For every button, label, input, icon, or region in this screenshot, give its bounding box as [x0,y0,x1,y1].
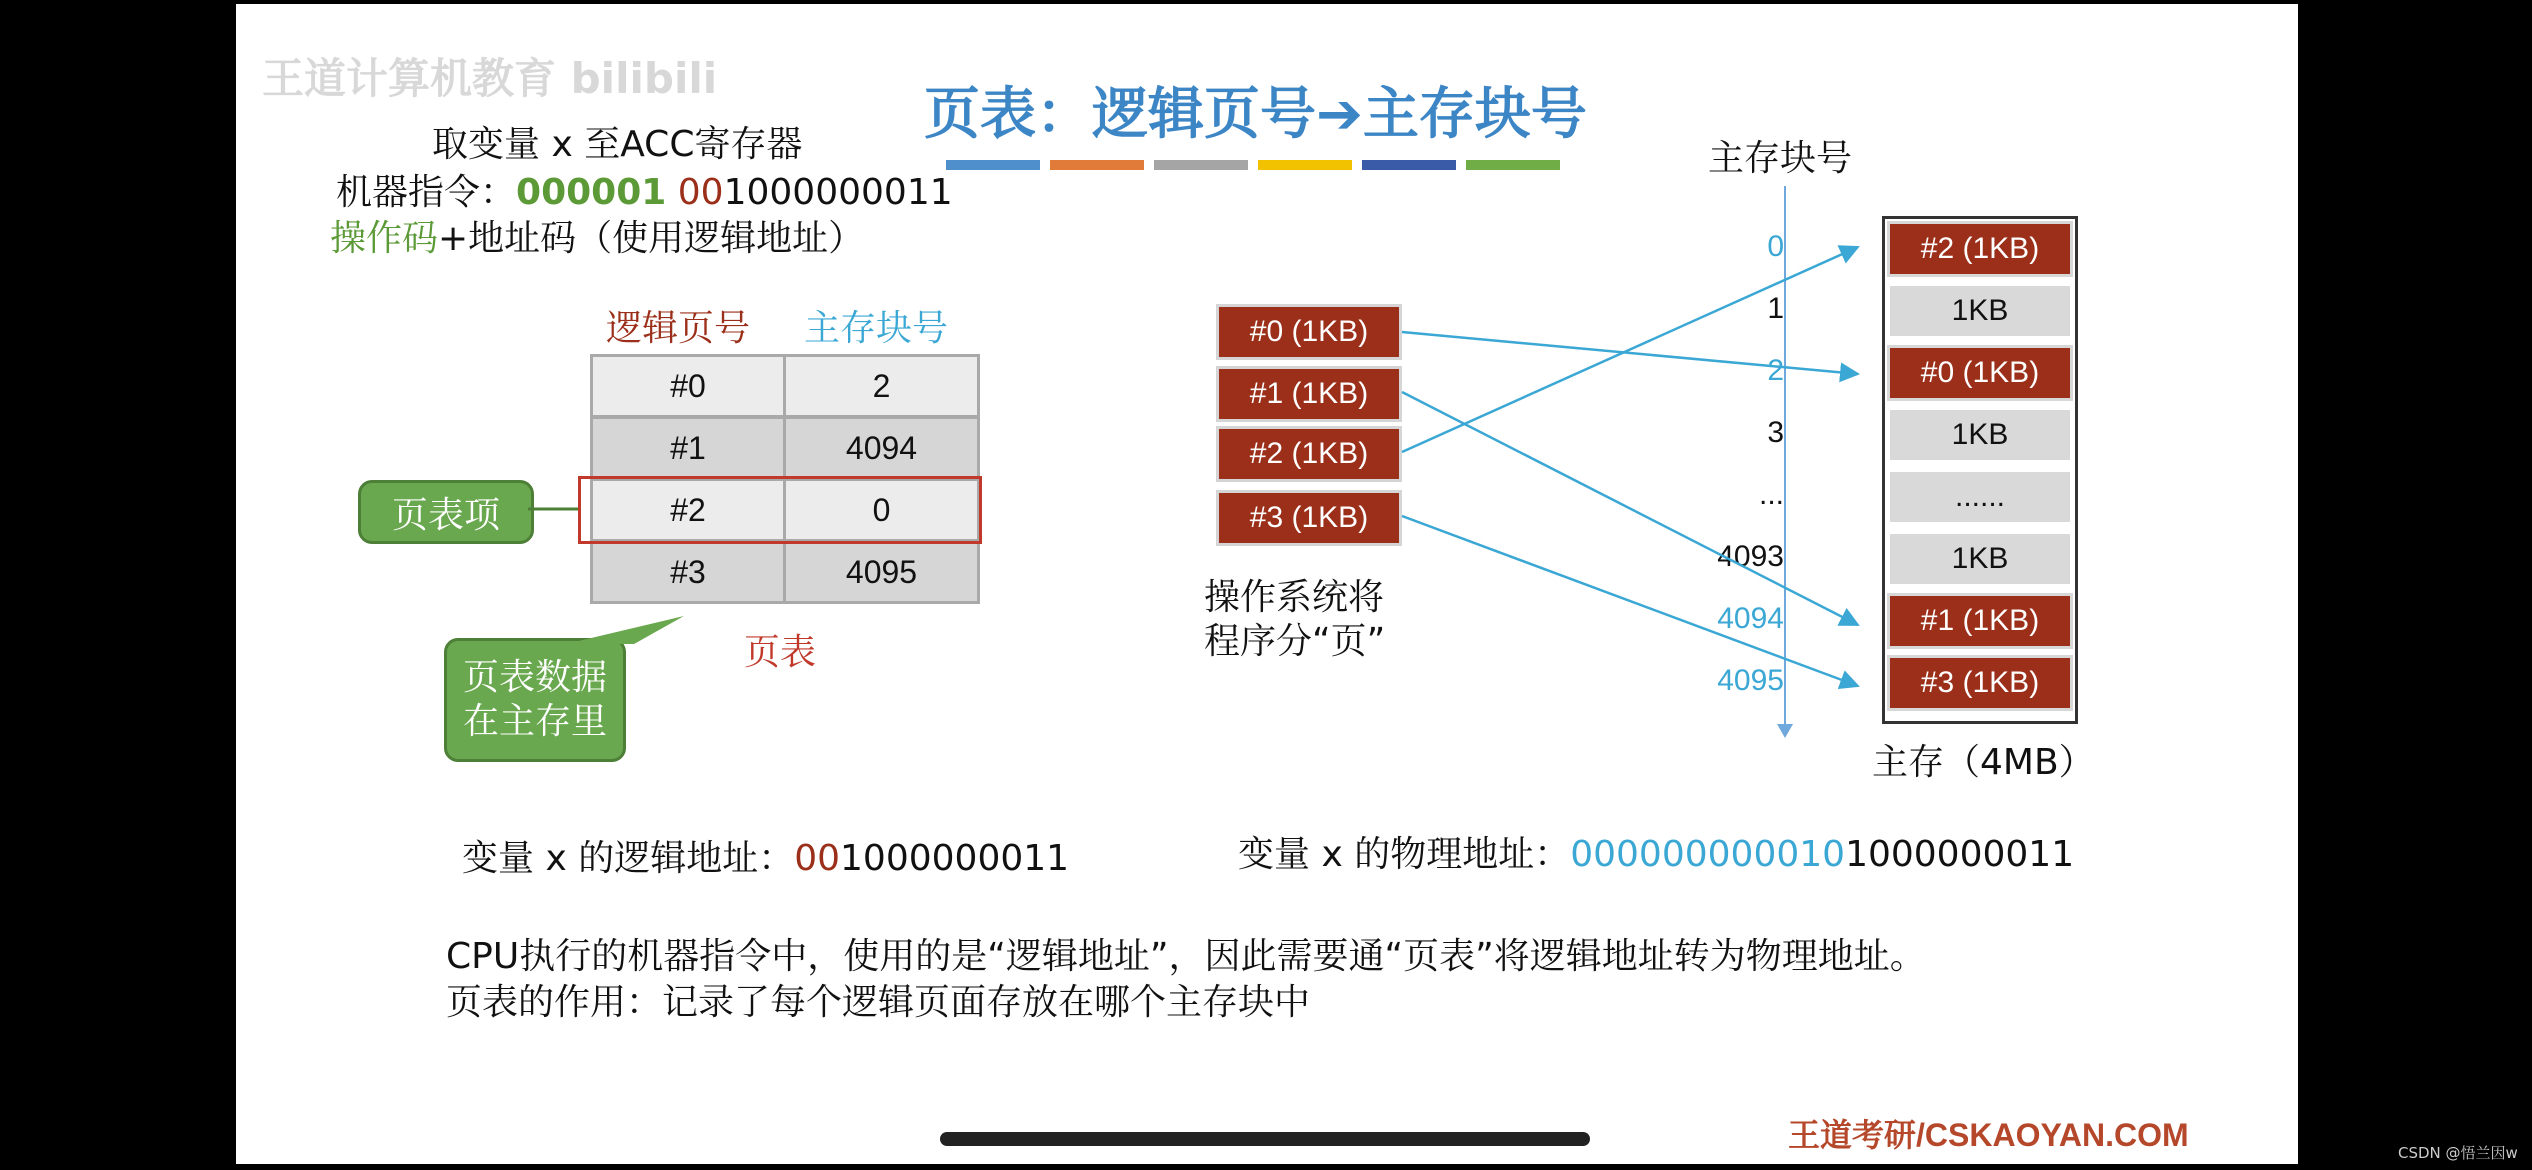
memory-block-number: 0 [1767,230,1784,263]
offset-bits: 1000000011 [723,172,953,213]
memory-block: #1 (1KB) [1887,593,2073,649]
csdn-credit: CSDN @悟兰因w [2398,1144,2518,1162]
memory-block: 1KB [1887,407,2073,463]
program-page: #3 (1KB) [1216,490,1402,546]
memory-block: #0 (1KB) [1887,345,2073,401]
memory-block-number: 1 [1767,292,1784,325]
memory-block-number: 4094 [1717,602,1784,635]
memory-block-number: 4093 [1717,540,1784,573]
page-table-page-cell: #3 [590,540,786,604]
memory-block-number: ... [1758,478,1784,511]
memory-block-number: 4095 [1717,664,1784,697]
footer-logo: 王道考研/CSKAOYAN.COM [1788,1117,2189,1153]
physical-block-bits: 000000000010 [1570,834,1846,875]
page-table-block-cell: 4095 [783,540,980,604]
machine-instruction-prefix: 机器指令： [336,172,517,213]
instruction-heading: 取变量 x 至ACC寄存器 [432,124,803,165]
page-table-page-cell: #2 [590,478,786,542]
page-table-block-cell: 0 [783,478,980,542]
os-note: 操作系统将 程序分“页” [1204,577,1386,662]
arrow-page1-to-block4094 [1402,392,1858,625]
page-table-page-cell: #1 [590,416,786,480]
arrow-page0-to-block2 [1402,332,1858,374]
opcode-bits: 000001 [516,172,667,213]
summary-line-2: 页表的作用：记录了每个逻辑页面存放在哪个主存块中 [446,982,1311,1023]
summary-line-1: CPU执行的机器指令中，使用的是“逻辑地址”，因此需要通“页表”将逻辑地址转为物理地址。 [446,936,1926,977]
memory-caption: 主存（4MB） [1872,742,2095,783]
opcode-label: 操作码 [330,218,439,259]
page-table-in-memory-callout: 页表数据 在主存里 [444,638,626,762]
logical-page-bits: 00 [794,838,841,879]
program-page: #0 (1KB) [1216,304,1402,360]
watermark: 王道计算机教育 bilibili [262,54,718,103]
col-header-memory-block: 主存块号 [804,308,949,349]
memory-block-header: 主存块号 [1708,138,1853,179]
physical-offset-bits: 1000000011 [1845,834,2075,875]
arrow-page3-to-block4095 [1402,516,1858,686]
address-label: +地址码（使用逻辑地址） [438,218,865,259]
memory-block-number: 2 [1767,354,1784,387]
video-progress-bar[interactable] [940,1132,1590,1146]
page-table-page-cell: #0 [590,354,786,418]
slide-title: 页表：逻辑页号➔主存块号 [924,82,1587,147]
page-table-block-cell: 2 [783,354,980,418]
memory-block: ...... [1887,469,2073,525]
page-table-entry-callout: 页表项 [358,480,534,544]
col-header-logical-page: 逻辑页号 [606,308,751,349]
memory-block: #2 (1KB) [1887,221,2073,277]
callout-tail [566,616,684,644]
logical-offset-bits: 1000000011 [840,838,1070,879]
page-table-label: 页表 [744,632,817,673]
memory-block: 1KB [1887,283,2073,339]
program-page: #2 (1KB) [1216,426,1402,482]
memory-block: #3 (1KB) [1887,655,2073,711]
physical-address-label: 变量 x 的物理地址： [1238,834,1571,875]
program-page: #1 (1KB) [1216,366,1402,422]
slide [236,4,2298,1164]
page-table-block-cell: 4094 [783,416,980,480]
logical-address [462,830,1069,881]
memory-block-number: 3 [1767,416,1784,449]
arrow-page2-to-block0 [1402,247,1858,452]
physical-address [1238,826,2074,877]
page-bits: 00 [677,172,724,213]
logical-address-label: 变量 x 的逻辑地址： [462,838,795,879]
memory-block: 1KB [1887,531,2073,587]
